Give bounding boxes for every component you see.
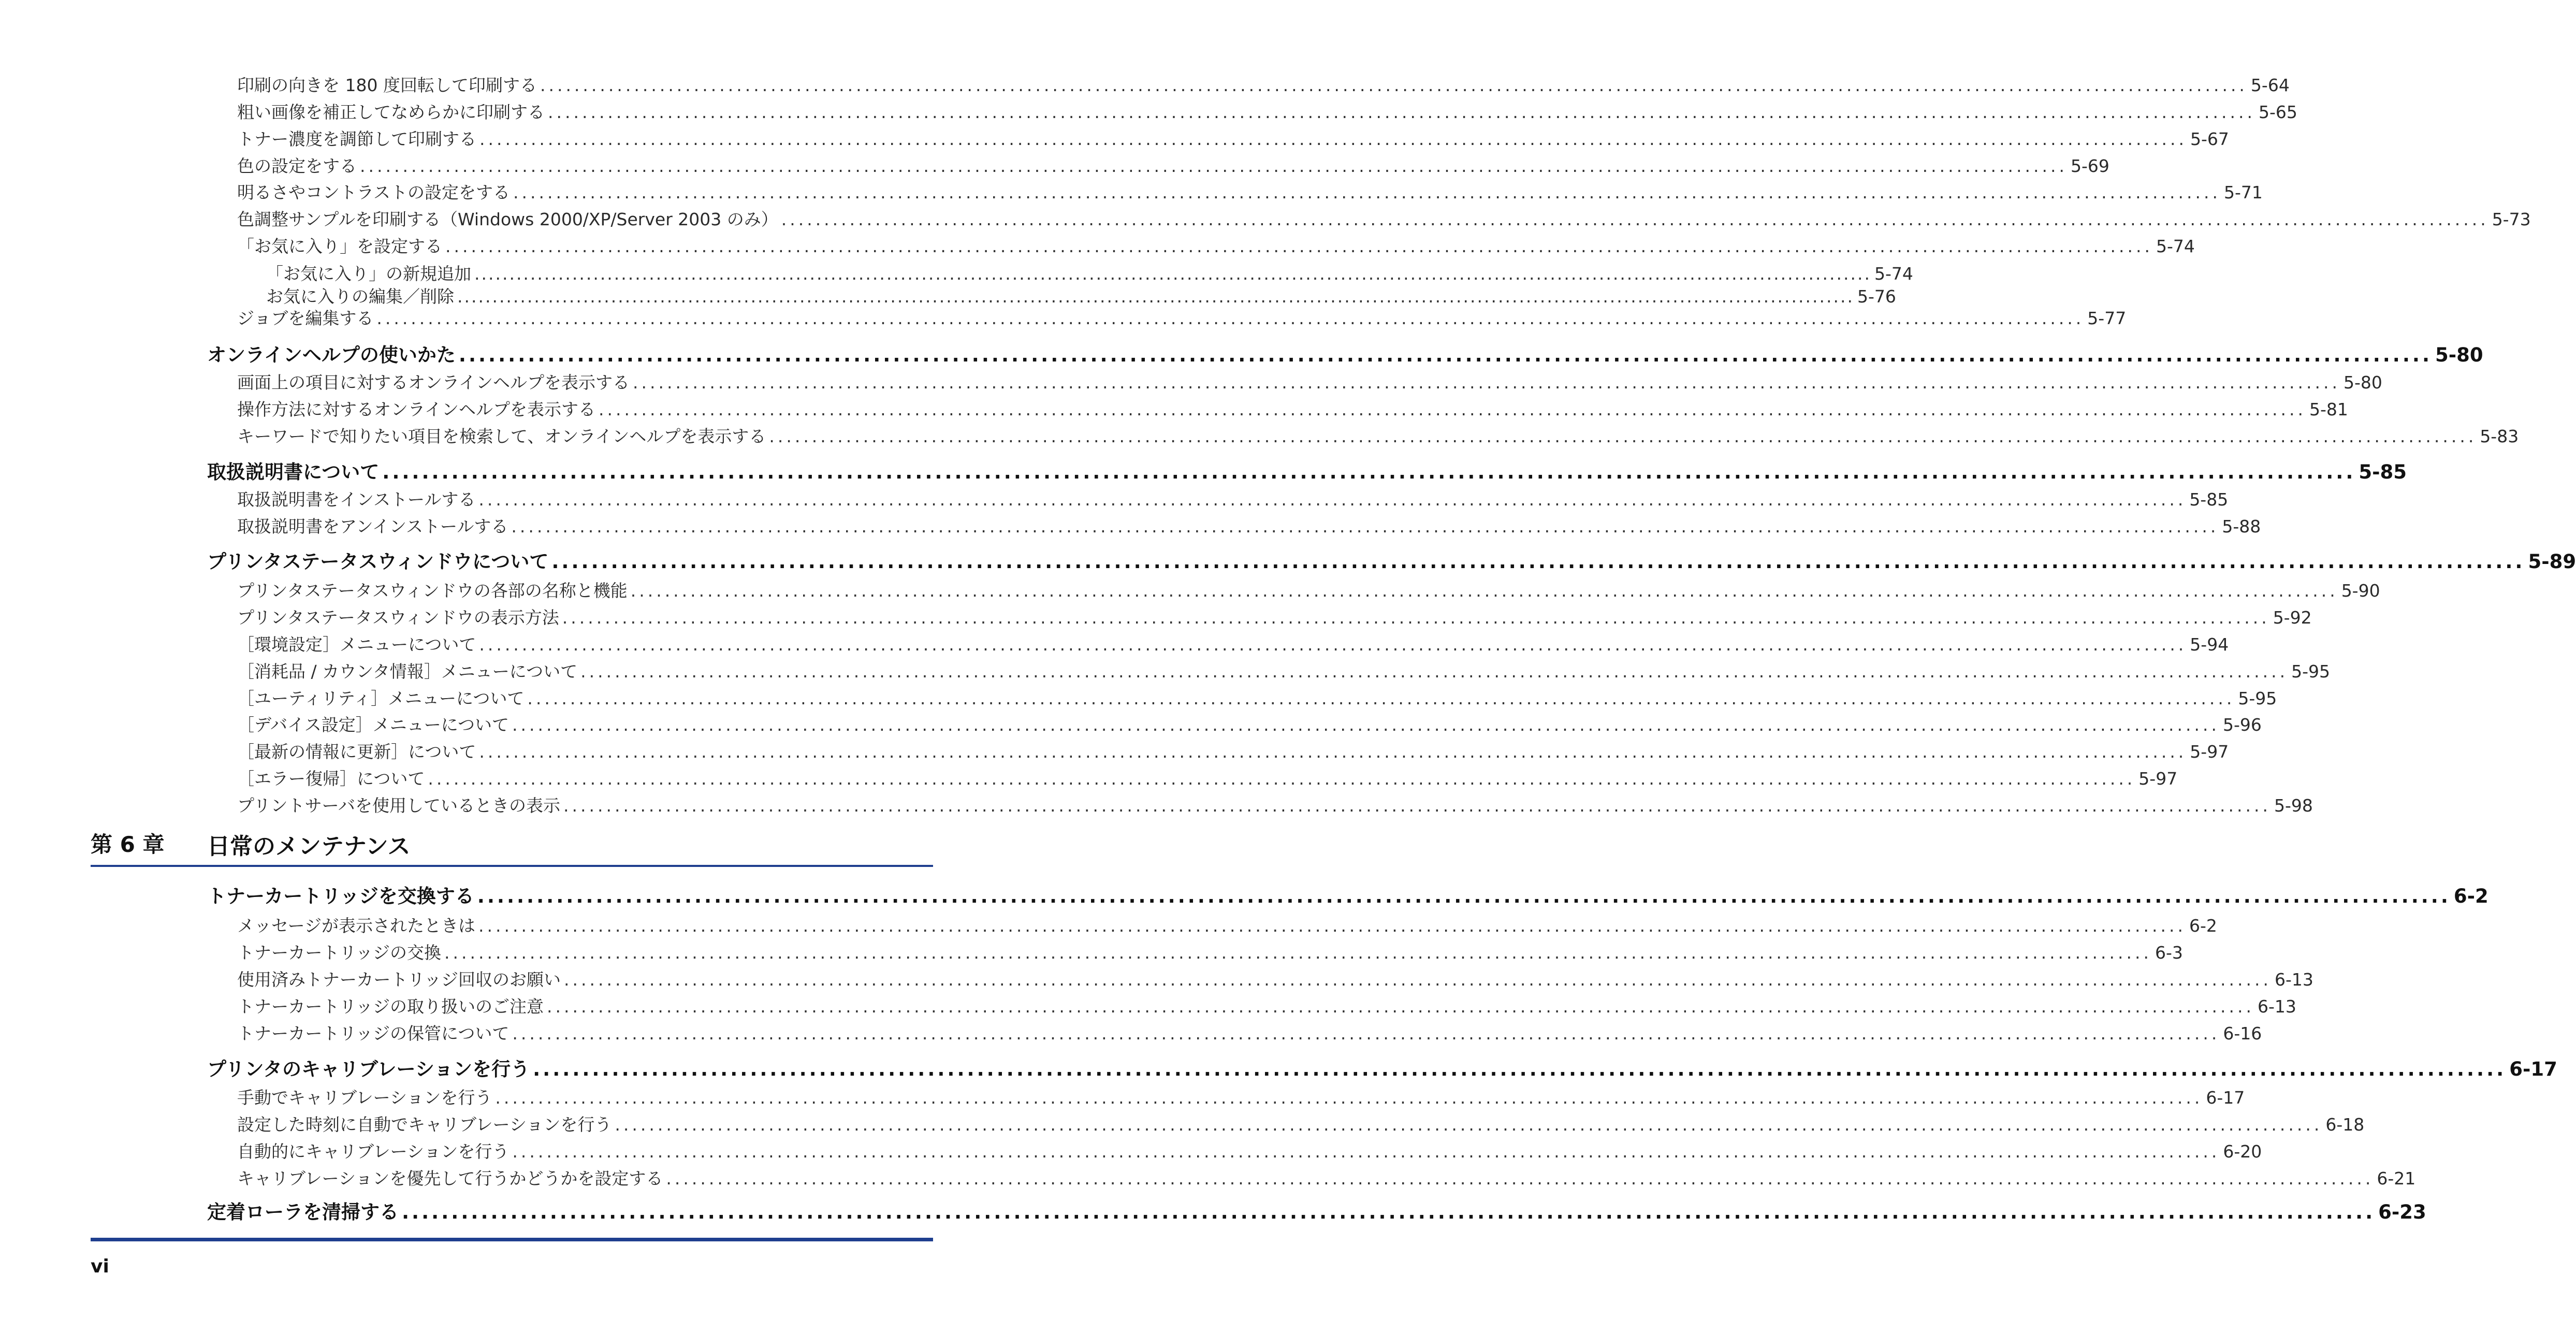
toc-page-number: 5-97 xyxy=(2138,769,2178,789)
toc-page-number: 6-16 xyxy=(2223,1023,2262,1044)
toc-page-number: 5-85 xyxy=(2189,489,2229,510)
toc-leader-dots: ........................................................................................................................................................................................................ xyxy=(769,426,2477,446)
toc-entry[interactable] xyxy=(237,659,2330,685)
toc-leader-dots: ........................................................................................................................................................................................................ xyxy=(402,1201,2376,1223)
toc-leader-dots: ........................................................................................................................................................................................................ xyxy=(562,607,2270,628)
toc-entry-title: ［デバイス設定］メニューについて xyxy=(237,715,510,735)
toc-leader-dots: ........................................................................................................................................................................................................ xyxy=(599,399,2306,419)
toc-entry-title: 自動的にキャリブレーションを行う xyxy=(237,1141,510,1162)
toc-leader-dots: ........................................................................................................................................................................................................ xyxy=(781,209,2489,229)
chapter-rule xyxy=(91,865,933,867)
toc-entry[interactable] xyxy=(237,180,2263,206)
toc-entry-title: 「お気に入り」を設定する xyxy=(237,236,442,256)
chapter-number: 第 6 章 xyxy=(91,832,165,857)
toc-entry-title: ［ユーティリティ］メニューについて xyxy=(237,688,525,708)
toc-page-number: 5-73 xyxy=(2492,209,2531,229)
toc-leader-dots: ........................................................................................................................................................................................................ xyxy=(428,769,2136,789)
toc-page-number: 5-97 xyxy=(2190,742,2229,762)
toc-entry-title: ［エラー復帰］について xyxy=(237,769,425,789)
toc-page-number: 5-85 xyxy=(2359,461,2407,483)
toc-leader-dots: ........................................................................................................................................................................................................ xyxy=(444,943,2152,963)
toc-entry[interactable] xyxy=(237,994,2296,1020)
toc-entry[interactable] xyxy=(237,487,2229,513)
toc-leader-dots: ........................................................................................................................................................................................................ xyxy=(474,264,1871,284)
toc-entry-title: 取扱説明書をインストールする xyxy=(237,489,476,510)
toc-entry[interactable] xyxy=(237,1085,2245,1111)
toc-entry[interactable] xyxy=(237,632,2229,658)
toc-page-number: 5-69 xyxy=(2070,156,2109,176)
toc-page-number: 6-13 xyxy=(2257,996,2296,1017)
toc-page-number: 6-20 xyxy=(2223,1141,2262,1162)
toc-entry-title: ジョブを編集する xyxy=(237,308,374,328)
toc-page-number: 5-88 xyxy=(2222,516,2261,537)
toc-entry[interactable] xyxy=(266,263,1913,285)
toc-entry-title: ［環境設定］メニューについて xyxy=(237,634,476,655)
toc-entry[interactable] xyxy=(237,1139,2262,1165)
toc-entry[interactable] xyxy=(237,207,2531,233)
toc-page-number: 5-83 xyxy=(2480,426,2519,446)
toc-leader-dots: ........................................................................................................................................................................................................ xyxy=(445,236,2153,256)
toc-leader-dots: ........................................................................................................................................................................................................ xyxy=(478,489,2187,510)
toc-entry[interactable] xyxy=(237,1112,2365,1138)
toc-entry-title: オンラインヘルプの使いかた xyxy=(207,344,456,366)
toc-entry[interactable] xyxy=(237,712,2262,738)
toc-leader-dots: ........................................................................................................................................................................................................ xyxy=(533,1058,2507,1080)
toc-leader-dots: ........................................................................................................................................................................................................ xyxy=(633,372,2340,393)
toc-page-number: 5-92 xyxy=(2273,607,2312,628)
toc-page-number: 5-95 xyxy=(2291,661,2330,682)
toc-entry-title: 取扱説明書をアンインストールする xyxy=(237,516,508,537)
toc-page-number: 6-3 xyxy=(2155,943,2183,963)
toc-page-number: 5-81 xyxy=(2309,399,2348,419)
toc-page-number: 5-80 xyxy=(2435,344,2483,366)
toc-page-number: 6-21 xyxy=(2377,1168,2416,1189)
toc-entry-title: 取扱説明書について xyxy=(207,461,380,483)
toc-entry-title: プリンタのキャリブレーションを行う xyxy=(207,1058,530,1080)
toc-entry-title: トナーカートリッジの取り扱いのご注意 xyxy=(237,996,544,1017)
toc-leader-dots: ........................................................................................................................................................................................................ xyxy=(477,885,2451,907)
toc-leader-dots: ........................................................................................................................................................................................................ xyxy=(527,688,2235,708)
toc-leader-dots: ........................................................................................................................................................................................................ xyxy=(376,308,2085,328)
toc-page-number: 5-95 xyxy=(2238,688,2277,708)
toc-entry-title: 粗い画像を補正してなめらかに印刷する xyxy=(237,102,545,122)
toc-page-number: 5-67 xyxy=(2190,129,2229,149)
toc-page-number: 5-80 xyxy=(2343,372,2382,393)
toc-entry[interactable] xyxy=(237,234,2195,259)
toc-page-number: 5-96 xyxy=(2222,715,2262,735)
toc-entry[interactable] xyxy=(237,1166,2416,1192)
toc-entry[interactable] xyxy=(237,605,2312,631)
toc-page-number: 6-23 xyxy=(2378,1201,2426,1223)
toc-entry[interactable] xyxy=(266,285,1896,308)
toc-leader-dots: ........................................................................................................................................................................................................ xyxy=(630,581,2338,601)
toc-page-number: 5-77 xyxy=(2087,308,2127,328)
toc-entry-title: トナーカートリッジを交換する xyxy=(207,885,474,907)
toc-page-number: 5-98 xyxy=(2274,795,2313,816)
toc-page-number: 6-17 xyxy=(2206,1088,2245,1108)
toc-entry-title: プリンタステータスウィンドウについて xyxy=(207,551,549,573)
toc-entry-title: 手動でキャリブレーションを行う xyxy=(237,1088,492,1108)
toc-entry[interactable] xyxy=(237,793,2313,819)
toc-entry-title: メッセージが表示されたときは xyxy=(237,916,476,936)
toc-entry[interactable] xyxy=(237,370,2382,396)
toc-page-number: 5-74 xyxy=(2156,236,2195,256)
toc-entry-title: プリンタステータスウィンドウの各部の名称と機能 xyxy=(237,581,628,601)
toc-page-number: 5-90 xyxy=(2341,581,2380,601)
toc-leader-dots: ........................................................................................................................................................................................................ xyxy=(512,1023,2220,1044)
toc-leader-dots: ........................................................................................................................................................................................................ xyxy=(666,1168,2374,1189)
page-folio: vi xyxy=(91,1256,109,1277)
toc-section-entry[interactable] xyxy=(207,1055,2557,1084)
toc-leader-dots: ........................................................................................................................................................................................................ xyxy=(478,916,2186,936)
toc-entry[interactable] xyxy=(237,73,2290,98)
toc-entry-title: 色調整サンプルを印刷する（Windows 2000/XP/Server 2003 のみ） xyxy=(237,209,778,229)
toc-entry-title: 設定した時刻に自動でキャリブレーションを行う xyxy=(237,1114,612,1135)
toc-entry[interactable] xyxy=(237,578,2380,604)
toc-leader-dots: ........................................................................................................................................................................................................ xyxy=(457,286,1854,307)
toc-entry-title: プリントサーバを使用しているときの表示 xyxy=(237,795,561,816)
toc-page-number: 5-76 xyxy=(1857,286,1896,307)
toc-entry[interactable] xyxy=(237,153,2109,179)
toc-leader-dots: ........................................................................................................................................................................................................ xyxy=(512,715,2220,735)
toc-section-entry[interactable] xyxy=(207,1198,2426,1227)
footer-rule xyxy=(91,1238,933,1241)
toc-leader-dots: ........................................................................................................................................................................................................ xyxy=(551,551,2525,573)
toc-page-number: 5-94 xyxy=(2190,634,2229,655)
toc-leader-dots: ........................................................................................................................................................................................................ xyxy=(615,1114,2323,1135)
toc-section-entry[interactable] xyxy=(207,547,2576,576)
toc-entry[interactable] xyxy=(237,306,2127,331)
toc-entry-title: トナーカートリッジの保管について xyxy=(237,1023,510,1044)
toc-leader-dots: ........................................................................................................................................................................................................ xyxy=(513,182,2221,202)
toc-leader-dots: ........................................................................................................................................................................................................ xyxy=(563,795,2271,816)
toc-leader-dots: ........................................................................................................................................................................................................ xyxy=(479,634,2187,655)
toc-leader-dots: ........................................................................................................................................................................................................ xyxy=(580,661,2289,682)
toc-section-entry[interactable] xyxy=(207,458,2407,487)
toc-section-entry[interactable] xyxy=(207,341,2483,370)
toc-entry-title: 明るさやコントラストの設定をする xyxy=(237,182,511,202)
toc-entry-title: キーワードで知りたい項目を検索して、オンラインヘルプを表示する xyxy=(237,426,766,446)
chapter-title: 日常のメンテナンス xyxy=(207,833,411,860)
toc-entry[interactable] xyxy=(237,514,2261,540)
toc-leader-dots: ........................................................................................................................................................................................................ xyxy=(382,461,2356,483)
toc-page-number: 6-2 xyxy=(2189,916,2217,936)
toc-page-number: 5-89 xyxy=(2528,551,2576,573)
toc-page-number: 6-17 xyxy=(2509,1058,2557,1080)
toc-entry[interactable] xyxy=(237,739,2229,765)
toc-entry[interactable] xyxy=(237,686,2277,712)
toc-leader-dots: ........................................................................................................................................................................................................ xyxy=(547,996,2254,1017)
toc-leader-dots: ........................................................................................................................................................................................................ xyxy=(479,742,2187,762)
toc-entry[interactable] xyxy=(237,424,2519,450)
toc-entry[interactable] xyxy=(237,99,2297,125)
toc-entry-title: 使用済みトナーカートリッジ回収のお願い xyxy=(237,969,561,990)
toc-entry-title: トナーカートリッジの交換 xyxy=(237,943,442,963)
toc-entry[interactable] xyxy=(237,940,2183,966)
toc-leader-dots: ........................................................................................................................................................................................................ xyxy=(458,344,2433,366)
toc-leader-dots: ........................................................................................................................................................................................................ xyxy=(360,156,2068,176)
toc-leader-dots: ........................................................................................................................................................................................................ xyxy=(479,129,2187,149)
toc-leader-dots: ........................................................................................................................................................................................................ xyxy=(564,969,2272,990)
toc-leader-dots: ........................................................................................................................................................................................................ xyxy=(548,102,2255,122)
toc-entry-title: 「お気に入り」の新規追加 xyxy=(266,264,471,284)
toc-entry[interactable] xyxy=(237,967,2313,993)
toc-entry-title: ［最新の情報に更新］について xyxy=(237,742,476,762)
toc-page-number: 5-74 xyxy=(1874,264,1913,284)
toc-section-entry[interactable] xyxy=(207,882,2488,911)
toc-leader-dots: ........................................................................................................................................................................................................ xyxy=(495,1088,2203,1108)
toc-entry-title: お気に入りの編集／削除 xyxy=(266,286,454,307)
toc-page-number: 5-71 xyxy=(2223,182,2263,202)
toc-leader-dots: ........................................................................................................................................................................................................ xyxy=(540,75,2248,95)
toc-entry[interactable] xyxy=(237,913,2217,939)
toc-leader-dots: ........................................................................................................................................................................................................ xyxy=(511,516,2219,537)
toc-entry[interactable] xyxy=(237,126,2229,152)
toc-entry-title: プリンタステータスウィンドウの表示方法 xyxy=(237,607,559,628)
toc-entry-title: 操作方法に対するオンラインヘルプを表示する xyxy=(237,399,596,419)
toc-entry[interactable] xyxy=(237,397,2348,423)
toc-leader-dots: ........................................................................................................................................................................................................ xyxy=(512,1141,2220,1162)
toc-entry-title: ［消耗品 / カウンタ情報］メニューについて xyxy=(237,661,578,682)
toc-entry[interactable] xyxy=(237,1021,2262,1047)
toc-page-number: 6-18 xyxy=(2325,1114,2365,1135)
toc-page-number: 6-2 xyxy=(2453,885,2488,907)
toc-entry-title: トナー濃度を調節して印刷する xyxy=(237,129,476,149)
toc-page-number: 5-65 xyxy=(2258,102,2297,122)
toc-entry-title: 色の設定をする xyxy=(237,156,357,176)
toc-entry[interactable] xyxy=(237,766,2178,792)
toc-page-number: 6-13 xyxy=(2274,969,2313,990)
toc-page-number: 5-64 xyxy=(2250,75,2290,95)
toc-entry-title: 印刷の向きを 180 度回転して印刷する xyxy=(237,75,537,95)
toc-entry-title: 画面上の項目に対するオンラインヘルプを表示する xyxy=(237,372,630,393)
toc-entry-title: 定着ローラを清掃する xyxy=(207,1201,399,1223)
toc-entry-title: キャリブレーションを優先して行うかどうかを設定する xyxy=(237,1168,663,1189)
